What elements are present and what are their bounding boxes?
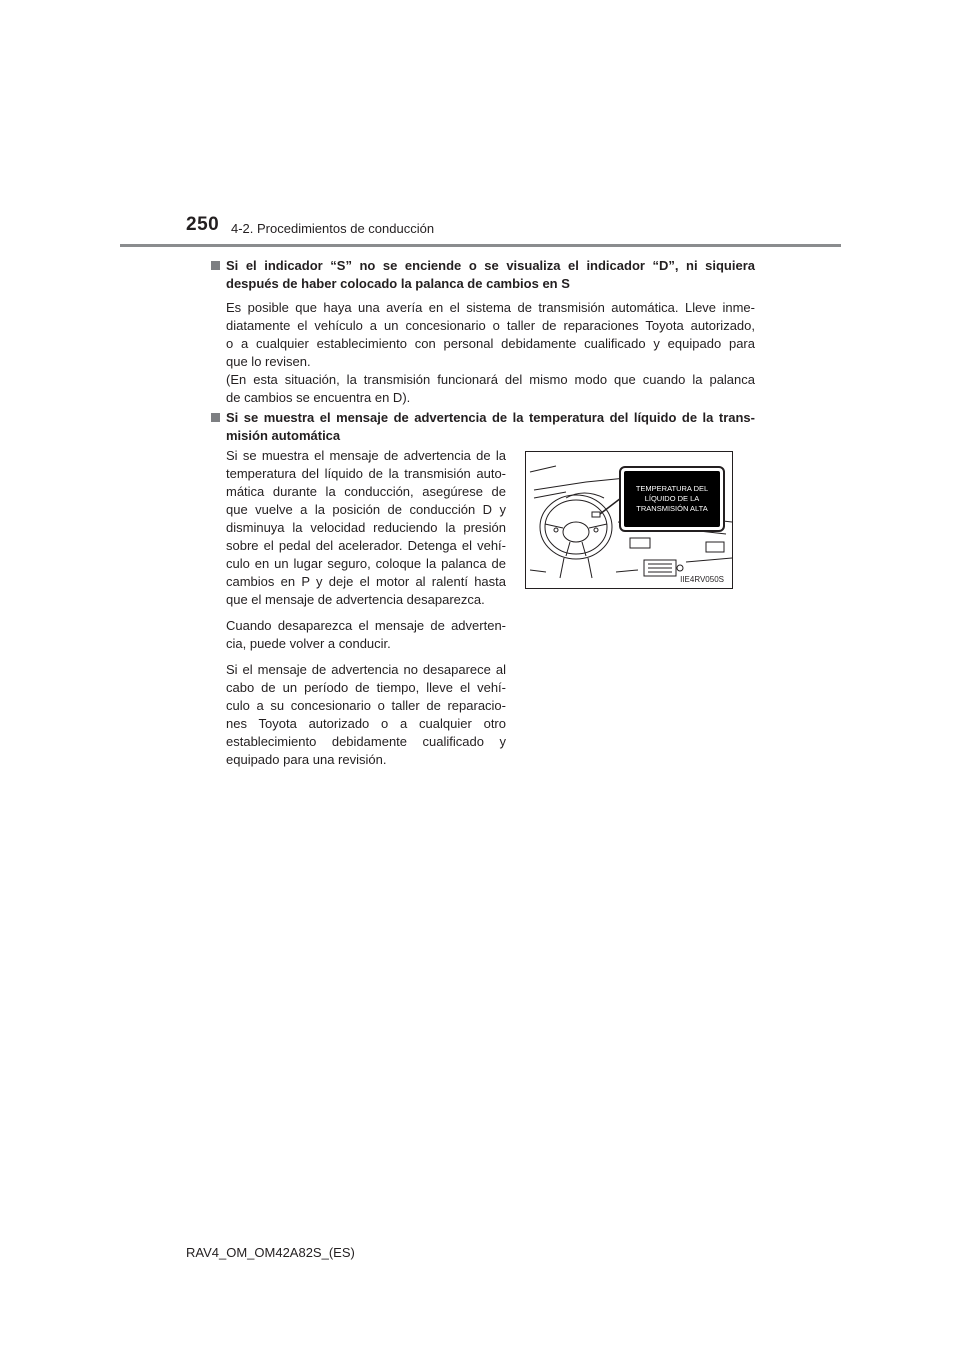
text-line: de cambios se encuentra en D).	[226, 390, 411, 405]
section-title: 4-2. Procedimientos de conducción	[231, 221, 435, 236]
text-line: que el mensaje de advertencia desaparezca.	[226, 592, 485, 607]
square-bullet-icon	[211, 413, 220, 422]
heading-line: Si el indicador “S” no se enciende o se visualiza el indicador “D”, ni siquiera	[226, 258, 755, 273]
text-line: que lo revisen.	[226, 354, 311, 369]
text-line: sobre el pedal del acelerador. Detenga el vehí-	[226, 538, 506, 553]
section-temperature-warning	[210, 409, 755, 445]
dashboard-illustration	[525, 451, 733, 589]
body-paragraph	[226, 661, 506, 769]
text-line: diatamente el vehículo a un concesionario o taller de reparaciones Toyota autorizado,	[226, 318, 755, 333]
message-line: TEMPERATURA DEL	[635, 484, 709, 493]
message-line: LÍQUIDO DE LA	[644, 494, 700, 503]
text-line: nes Toyota autorizado o a cualquier otro	[226, 716, 506, 731]
text-line: equipado para una revisión.	[226, 752, 387, 767]
text-line: o a cualquier establecimiento con personal debidamente cualificado y equipado para	[226, 336, 755, 351]
text-line: cambios en P y deje el motor al ralentí hasta	[226, 574, 506, 589]
text-line: cabo de un período de tiempo, lleve el vehí-	[226, 680, 506, 695]
text-line: mática durante la conducción, asegúrese de	[226, 484, 506, 499]
text-line: cia, puede volver a conducir.	[226, 636, 391, 651]
heading-line: misión automática	[226, 428, 341, 443]
text-line: culo en un lugar seguro, coloque la palanca de	[226, 556, 506, 571]
header-rule	[120, 244, 841, 247]
text-line: (En esta situación, la transmisión funcionará del mismo modo que cuando la palanca	[226, 372, 755, 387]
text-line: Si el mensaje de advertencia no desaparece al	[226, 662, 506, 677]
temperature-warning-body	[210, 447, 506, 769]
text-line: disminuya la velocidad reduciendo la presión	[226, 520, 506, 535]
body-paragraph	[226, 299, 755, 407]
text-line: Es posible que haya una avería en el sistema de transmisión automática. Lleve inme-	[226, 300, 755, 315]
warning-message-callout	[619, 466, 725, 532]
text-line: Cuando desaparezca el mensaje de adverten-	[226, 618, 506, 633]
text-line: establecimiento debidamente cualificado y	[226, 734, 506, 749]
square-bullet-icon	[211, 261, 220, 270]
document-code: RAV4_OM_OM42A82S_(ES)	[186, 1245, 355, 1260]
text-line: Si se muestra el mensaje de advertencia de la	[226, 448, 506, 463]
section-heading	[210, 257, 755, 293]
heading-line: Si se muestra el mensaje de advertencia de la temperatura del líquido de la trans-	[226, 410, 755, 425]
text-line: temperatura del líquido de la transmisión auto-	[226, 466, 506, 481]
section-heading	[210, 409, 755, 445]
page-number: 250	[186, 214, 220, 235]
text-line: culo a su concesionario o taller de reparacio-	[226, 698, 506, 713]
heading-line: después de haber colocado la palanca de cambios en S	[226, 276, 570, 291]
body-paragraph	[226, 617, 506, 653]
body-paragraph	[226, 447, 506, 609]
message-line: TRANSMISIÓN ALTA	[636, 504, 708, 513]
warning-message-display	[624, 471, 720, 527]
section-s-indicator	[210, 257, 755, 407]
figure-code: IIE4RV050S	[680, 575, 724, 584]
text-line: que vuelve a la posición de conducción D y	[226, 502, 506, 517]
